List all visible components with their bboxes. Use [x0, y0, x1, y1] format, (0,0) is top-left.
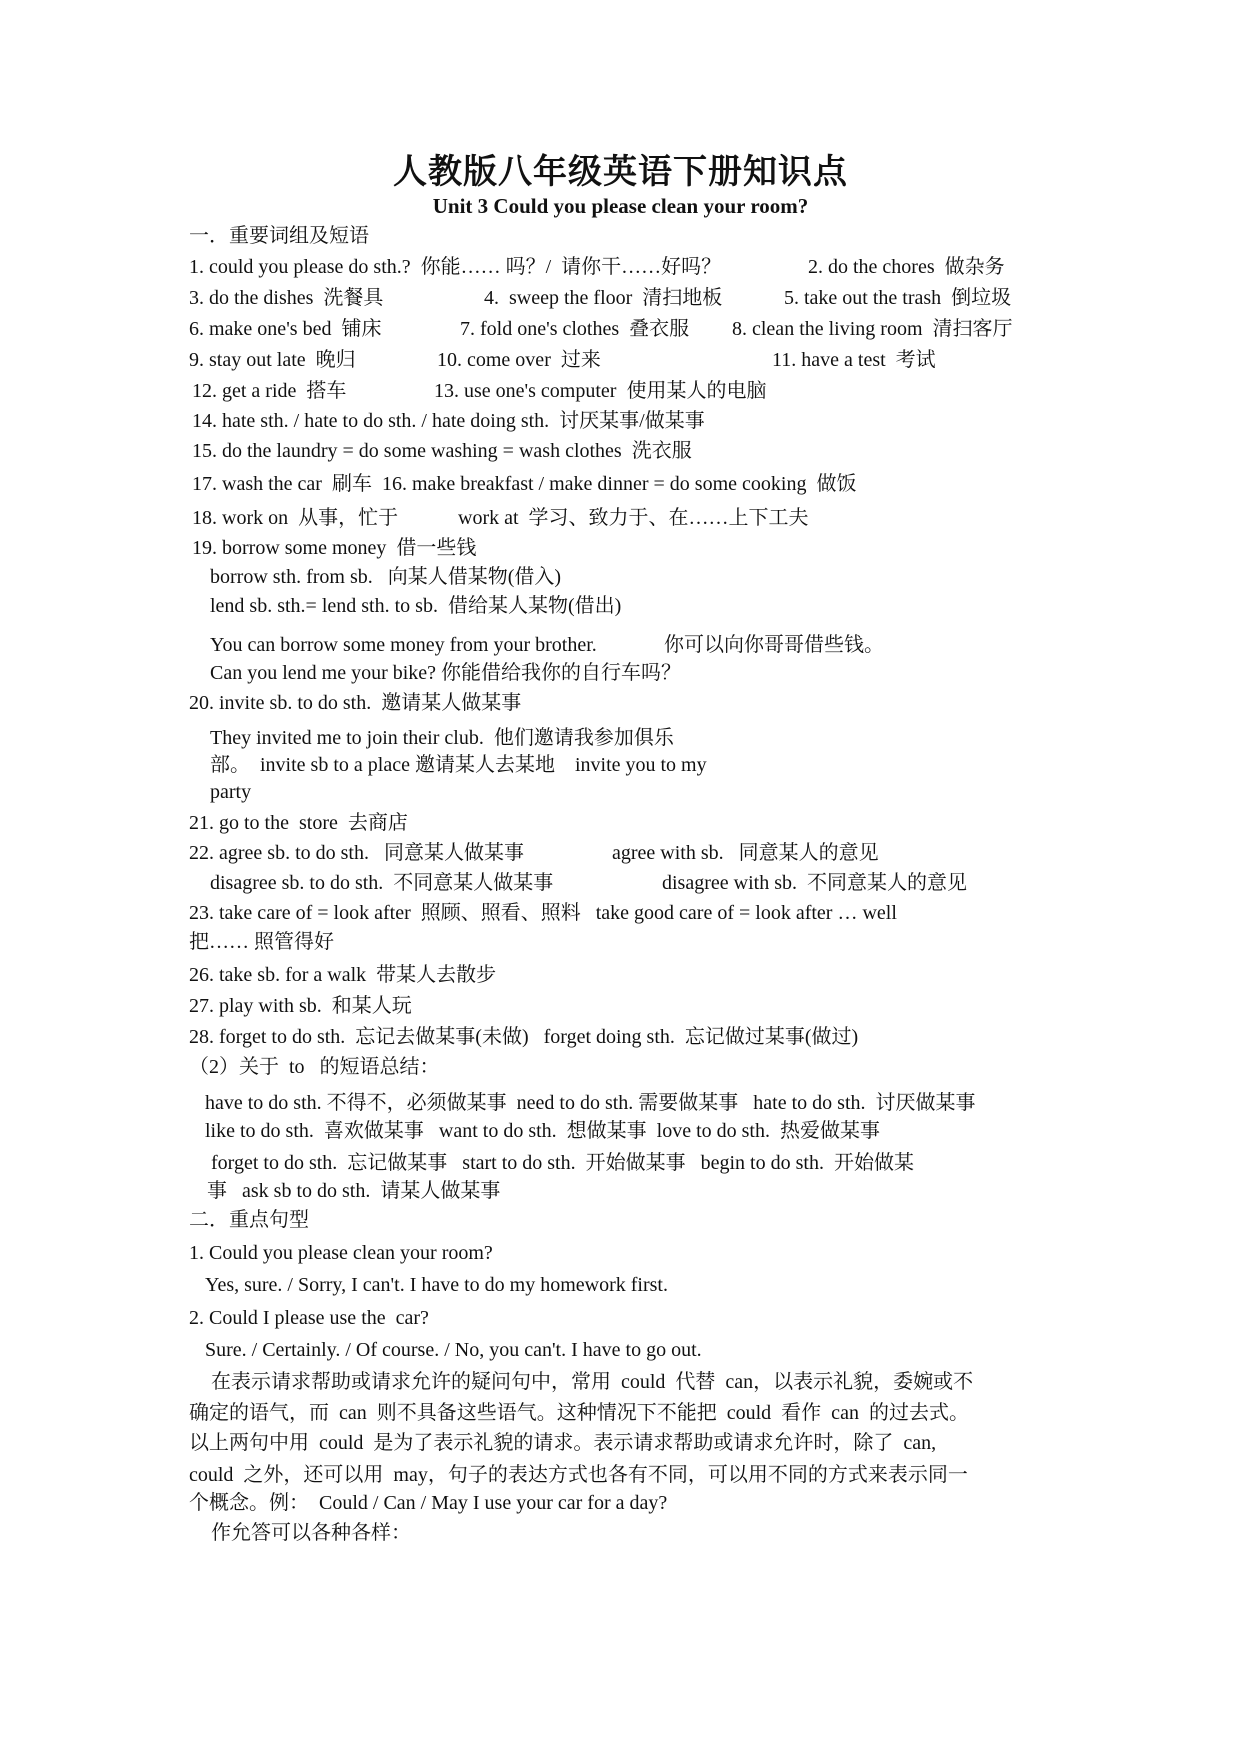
phrase-28: 28. forget to do sth. 忘记去做某事(未做) forget doing sth. 忘记做过某事(做过) [189, 1026, 859, 1048]
phrase-13: 13. use one's computer 使用某人的电脑 [434, 380, 767, 402]
phrase-11: 11. have a test 考试 [772, 349, 936, 371]
phrase-14: 14. hate sth. / hate to do sth. / hate doing sth. 讨厌某事/做某事 [192, 410, 705, 432]
example-lend: Can you lend me your bike? 你能借给我你的自行车吗？ [210, 662, 682, 684]
phrase-7: 7. fold one's clothes 叠衣服 [460, 318, 690, 340]
section-heading-sentences: 二．重点句型 [189, 1209, 309, 1231]
phrase-19-lend: lend sb. sth.= lend sth. to sb. 借给某人某物(借出) [210, 595, 622, 617]
page-title: 人教版八年级英语下册知识点 [393, 152, 848, 192]
phrase-2: 2. do the chores 做杂务 [808, 256, 1005, 278]
explanation-line-1: 在表示请求帮助或请求允许的疑问句中，常用 could 代替 can，以表示礼貌，委婉或不 [211, 1371, 974, 1393]
example-borrow-cn: 你可以向你哥哥借些钱。 [664, 634, 884, 656]
phrase-3: 3. do the dishes 洗餐具 [189, 287, 384, 309]
phrase-6: 6. make one's bed 铺床 [189, 318, 382, 340]
phrase-23: 23. take care of = look after 照顾、照看、照料 take good care of = look after … well [189, 902, 897, 924]
sentence-1-answer: Yes, sure. / Sorry, I can't. I have to do my homework first. [205, 1274, 668, 1296]
example-invite-2: 部。 invite sb to a place 邀请某人去某地 invite you to my [210, 754, 707, 776]
sentence-2: 2. Could I please use the car? [189, 1307, 429, 1329]
section-heading-phrases: 一．重要词组及短语 [189, 225, 369, 247]
explanation-line-3: 以上两句中用 could 是为了表示礼貌的请求。表示请求帮助或请求允许时，除了 can, [189, 1432, 937, 1454]
phrase-27: 27. play with sb. 和某人玩 [189, 995, 412, 1017]
phrase-16-17: 17. wash the car 刷车 16. make breakfast / make dinner = do some cooking 做饭 [192, 473, 857, 495]
explanation-line-2: 确定的语气，而 can 则不具备这些语气。这种情况下不能把 could 看作 can 的过去式。 [189, 1402, 969, 1424]
unit-subtitle: Unit 3 Could you please clean your room? [432, 194, 809, 218]
phrase-8: 8. clean the living room 清扫客厅 [732, 318, 1013, 340]
phrase-10: 10. come over 过来 [437, 349, 601, 371]
explanation-line-6: 作允答可以各种各样： [211, 1522, 411, 1544]
phrase-18a: 18. work on 从事，忙于 [192, 507, 399, 529]
example-invite-3: party [210, 781, 252, 803]
phrase-22b: agree with sb. 同意某人的意见 [612, 842, 879, 864]
phrase-22d: disagree with sb. 不同意某人的意见 [662, 872, 967, 894]
explanation-line-4: could 之外，还可以用 may，句子的表达方式也各有不同，可以用不同的方式来表示同一 [189, 1464, 968, 1486]
phrase-21: 21. go to the store 去商店 [189, 812, 408, 834]
phrase-1: 1. could you please do sth.? 你能…… 吗？/ 请你干……好吗？ [189, 256, 722, 278]
to-phrases-2: like to do sth. 喜欢做某事 want to do sth. 想做某事 love to do sth. 热爱做某事 [205, 1120, 880, 1142]
to-phrases-1: have to do sth. 不得不，必须做某事 need to do sth. 需要做某事 hate to do sth. 讨厌做某事 [205, 1092, 976, 1114]
sentence-1: 1. Could you please clean your room? [189, 1242, 493, 1264]
example-borrow: You can borrow some money from your brother. [210, 634, 597, 656]
phrase-18b: work at 学习、致力于、在……上下工夫 [458, 507, 809, 529]
phrase-19: 19. borrow some money 借一些钱 [192, 537, 477, 559]
phrase-22c: disagree sb. to do sth. 不同意某人做某事 [210, 872, 554, 894]
phrase-15: 15. do the laundry = do some washing = wash clothes 洗衣服 [192, 440, 692, 462]
sentence-2-answer: Sure. / Certainly. / Of course. / No, you can't. I have to go out. [205, 1339, 702, 1361]
phrase-26: 26. take sb. for a walk 带某人去散步 [189, 964, 497, 986]
to-phrases-heading: （2）关于 to 的短语总结： [189, 1056, 440, 1078]
phrase-19-borrow: borrow sth. from sb. 向某人借某物(借入) [210, 566, 562, 588]
phrase-22a: 22. agree sb. to do sth. 同意某人做某事 [189, 842, 524, 864]
phrase-23-cont: 把…… 照管得好 [189, 931, 334, 953]
to-phrases-4: 事 ask sb to do sth. 请某人做某事 [207, 1180, 501, 1202]
phrase-4: 4. sweep the floor 清扫地板 [484, 287, 723, 309]
phrase-5: 5. take out the trash 倒垃圾 [784, 287, 1012, 309]
to-phrases-3: forget to do sth. 忘记做某事 start to do sth. 开始做某事 begin to do sth. 开始做某 [211, 1152, 914, 1174]
phrase-12: 12. get a ride 搭车 [192, 380, 347, 402]
phrase-20: 20. invite sb. to do sth. 邀请某人做某事 [189, 692, 522, 714]
example-invite-1: They invited me to join their club. 他们邀请我参加俱乐 [210, 727, 674, 749]
explanation-line-5: 个概念。例： Could / Can / May I use your car for a day? [189, 1492, 668, 1514]
phrase-9: 9. stay out late 晚归 [189, 349, 356, 371]
